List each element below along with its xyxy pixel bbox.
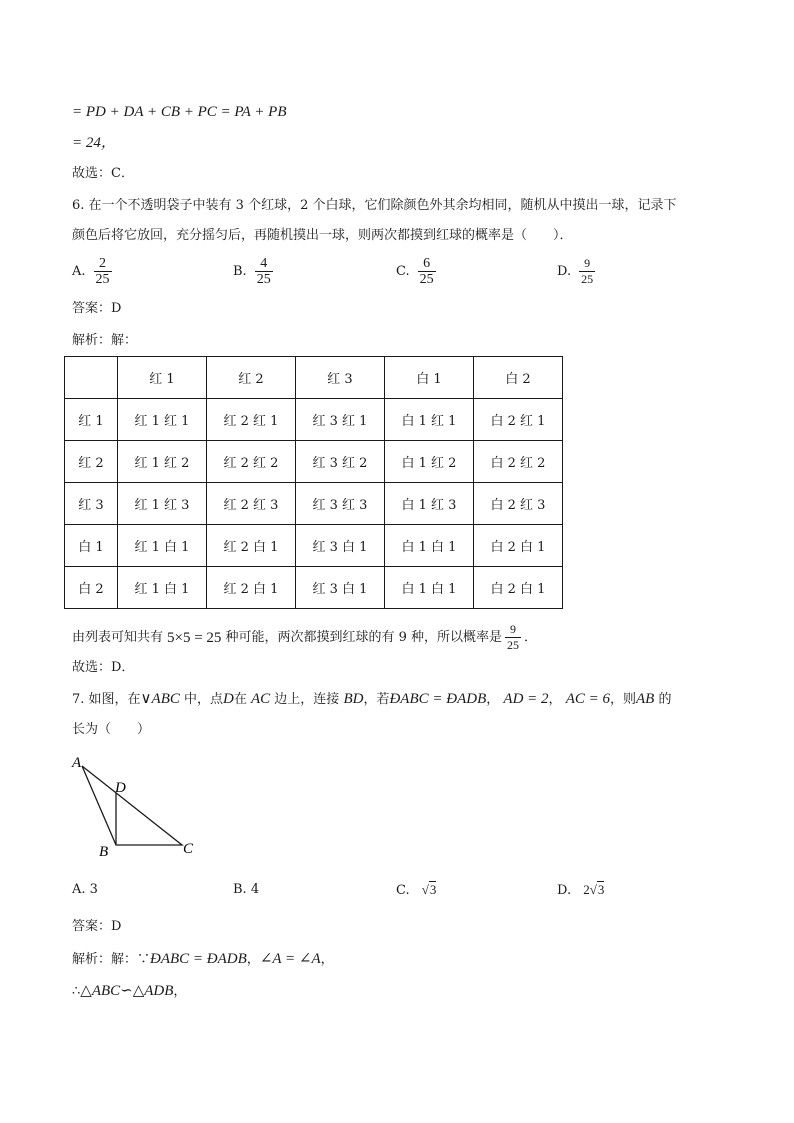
table-cell: 红 3 白 1: [296, 567, 385, 609]
q7-option-b: [233, 882, 259, 897]
radicand: 3: [597, 882, 605, 897]
option-letter: A.: [72, 882, 86, 897]
label-d: D: [115, 780, 126, 796]
table-cell: 白 2 白 1: [474, 525, 563, 567]
table-cell: 白 1: [65, 525, 118, 567]
conclusion-math: 5×5 = 25: [167, 629, 222, 646]
table-header-cell: 红 3: [296, 357, 385, 399]
stem-text: 中，点: [179, 692, 223, 707]
table-cell: 红 3 白 1: [296, 525, 385, 567]
option-fraction: [255, 256, 273, 287]
radicand: 3: [429, 882, 437, 897]
option-letter: A.: [72, 264, 86, 279]
table-cell: 白 1 红 1: [385, 399, 474, 441]
analysis-text: ∴: [72, 984, 81, 999]
stem-math: AC = 6: [565, 691, 610, 707]
stem-text: ，若: [363, 692, 390, 707]
stem-math: AB: [636, 691, 655, 707]
stem-text: 7. 如图，在: [72, 692, 141, 707]
q6-option-d: [557, 256, 595, 287]
q7-stem-line-2: 长为（ ）: [72, 722, 151, 737]
label-c: C: [183, 841, 194, 857]
numerator: 2: [94, 256, 112, 272]
table-row: [65, 441, 563, 483]
numerator: 6: [418, 256, 436, 272]
label-b: B: [99, 844, 109, 860]
stem-text: ，则: [609, 692, 636, 707]
table-header-cell: 白 2: [474, 357, 563, 399]
option-letter: C.: [396, 883, 410, 898]
denominator: 25: [581, 272, 594, 286]
analysis-math: ∠A = ∠A: [259, 951, 321, 967]
stem-text: 的: [654, 692, 672, 707]
table-cell: 红 2 红 1: [207, 399, 296, 441]
triangle-figure: [66, 750, 206, 860]
denominator: 25: [506, 638, 519, 652]
stem-text: ，: [486, 692, 500, 707]
coefficient: 2: [583, 882, 590, 897]
q6-choice: 故选：D．: [72, 660, 135, 675]
stem-text: 边上，连接: [270, 692, 340, 707]
q6-option-b: [233, 256, 273, 287]
option-fraction: [579, 256, 595, 287]
table-cell: 白 1 白 1: [385, 525, 474, 567]
analysis-math: △ABC∽△ADB: [80, 983, 174, 999]
table-cell: 白 1 红 3: [385, 483, 474, 525]
option-fraction: [94, 256, 112, 287]
table-cell: 红 3: [65, 483, 118, 525]
table-header-cell: [65, 357, 118, 399]
q6-stem-line-1: 6. 在一个不透明袋子中装有 3 个红球，2 个白球，它们除颜色外其余均相同，随机从中摸出一球，记录下: [72, 198, 677, 213]
outcome-table: [64, 356, 563, 609]
stem-math: BD: [343, 691, 364, 707]
q6-analysis-label: 解析：解：: [72, 333, 138, 348]
conclusion-text: ．: [523, 629, 537, 645]
equation-line-1: = PD + DA + CB + PC = PA + PB: [72, 104, 287, 120]
stem-math: AD = 2: [503, 691, 549, 707]
analysis-math: ÐABC = ÐADB: [150, 951, 247, 967]
table-cell: 白 2 白 1: [474, 567, 563, 609]
table-header-row: [65, 357, 563, 399]
table-cell: 红 2 白 1: [207, 567, 296, 609]
option-letter: B.: [233, 264, 247, 279]
stem-text: 在: [233, 692, 247, 707]
table-row: [65, 567, 563, 609]
denominator: 25: [419, 272, 434, 287]
table-cell: 红 2: [65, 441, 118, 483]
q7-analysis-line-1: [72, 950, 334, 969]
conclusion-text: 种可能，两次都摸到红球的有 9 种，所以概率是: [225, 629, 502, 645]
q7-analysis-line-2: [72, 982, 186, 1001]
q7-stem-line-1: [72, 690, 671, 709]
q7-option-c: [396, 882, 436, 898]
q6-answer: 答案：D: [72, 301, 122, 316]
conclusion-text: 由列表可知共有: [72, 629, 164, 645]
analysis-text: ，: [320, 952, 334, 967]
denominator: 25: [95, 272, 110, 287]
table-cell: 红 3 红 3: [296, 483, 385, 525]
conclusion-fraction: [505, 622, 521, 653]
table-cell: 红 2 红 3: [207, 483, 296, 525]
analysis-text: 解析：解：∵: [72, 952, 151, 967]
table-cell: 白 2 红 1: [474, 399, 563, 441]
option-fraction: [418, 256, 436, 287]
table-header-cell: 白 1: [385, 357, 474, 399]
option-letter: C.: [396, 264, 410, 279]
table-cell: 白 2 红 2: [474, 441, 563, 483]
numerator: 9: [505, 622, 521, 638]
analysis-text: ，: [173, 984, 187, 999]
choice-line-q5: 故选：C．: [72, 166, 134, 181]
table-cell: 白 1 白 1: [385, 567, 474, 609]
table-header-cell: 红 1: [118, 357, 207, 399]
stem-math: ∨ABC: [140, 691, 180, 707]
option-letter: D.: [557, 883, 572, 898]
table-cell: 红 1 红 2: [118, 441, 207, 483]
q7-option-d: [557, 882, 604, 898]
q6-option-a: [72, 256, 112, 287]
sqrt-expression: √3: [421, 882, 437, 897]
table-cell: 白 2: [65, 567, 118, 609]
table-cell: 红 3 红 2: [296, 441, 385, 483]
table-row: [65, 525, 563, 567]
table-cell: 红 1 白 1: [118, 567, 207, 609]
table-header-cell: 红 2: [207, 357, 296, 399]
q7-option-a: [72, 882, 98, 897]
table-cell: 红 3 红 1: [296, 399, 385, 441]
analysis-text: ，: [246, 952, 260, 967]
sqrt-expression: 2√3: [583, 882, 605, 897]
equation-line-2: [72, 134, 116, 153]
table-cell: 红 1 白 1: [118, 525, 207, 567]
stem-math: D: [223, 691, 234, 707]
option-letter: B.: [233, 882, 247, 897]
table-row: [65, 483, 563, 525]
denominator: 25: [256, 272, 271, 287]
q6-option-c: [396, 256, 436, 287]
table-cell: 红 2 红 2: [207, 441, 296, 483]
numerator: 4: [255, 256, 273, 272]
q6-stem-line-2: 颜色后将它放回，充分摇匀后，再随机摸出一球，则两次都摸到红球的概率是（ ）．: [72, 228, 573, 243]
table-cell: 白 2 红 3: [474, 483, 563, 525]
table-cell: 白 1 红 2: [385, 441, 474, 483]
table-cell: 红 2 白 1: [207, 525, 296, 567]
option-value: 4: [250, 882, 260, 897]
label-a: A: [72, 755, 82, 771]
stem-math: AC: [251, 691, 271, 707]
table-cell: 红 1 红 3: [118, 483, 207, 525]
option-value: 3: [89, 882, 98, 897]
triangle-abc: [82, 766, 182, 845]
stem-math: ÐABC = ÐADB: [389, 691, 487, 707]
option-letter: D.: [557, 264, 572, 279]
q7-answer: 答案：D: [72, 919, 122, 934]
equation-value: = 24，: [72, 135, 116, 151]
numerator: 9: [579, 256, 595, 272]
q6-conclusion: [72, 622, 537, 653]
table-cell: 红 1: [65, 399, 118, 441]
table-cell: 红 1 红 1: [118, 399, 207, 441]
stem-text: ，: [548, 692, 562, 707]
table-row: [65, 399, 563, 441]
